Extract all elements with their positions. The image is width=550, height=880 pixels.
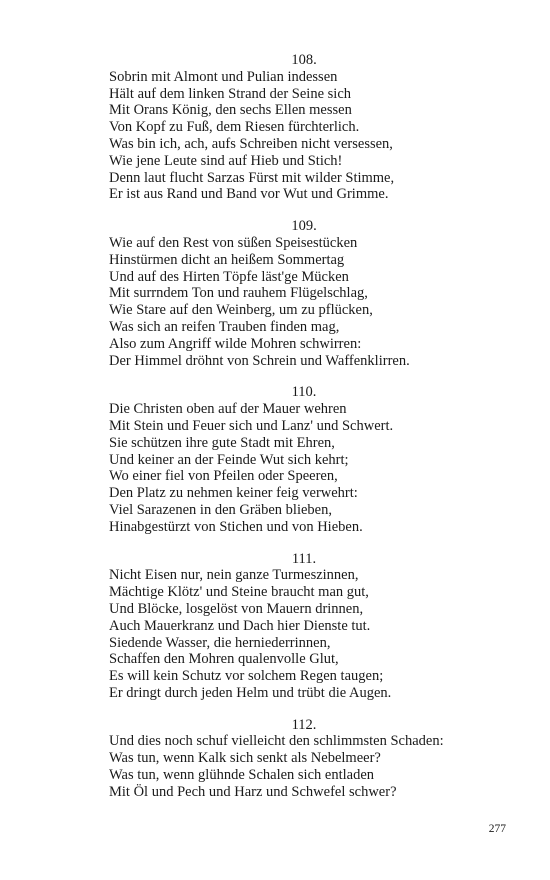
verse-line: Mit surrndem Ton und rauhem Flügelschlag,	[109, 285, 368, 302]
verse-line: Den Platz zu nehmen keiner feig verwehrt:	[109, 485, 358, 502]
verse-line: Er dringt durch jeden Helm und trübt die Augen.	[109, 684, 392, 701]
verse-line: Von Kopf zu Fuß, dem Riesen fürchterlich.	[109, 119, 360, 136]
verse-line: Hält auf dem linken Strand der Seine sich	[109, 85, 352, 102]
stanza-number: 112.	[291, 716, 317, 733]
stanza-number: 110.	[291, 384, 317, 401]
stanza	[109, 52, 509, 203]
verse-line: Der Himmel dröhnt von Schrein und Waffenklirren.	[109, 352, 410, 369]
verse-line: Es will kein Schutz vor solchem Regen taugen;	[109, 668, 384, 685]
verse-line: Und keiner an der Feinde Wut sich kehrt;	[109, 451, 349, 468]
verse-line: Was bin ich, ach, aufs Schreiben nicht versessen,	[109, 135, 393, 152]
verse-line: Sie schützen ihre gute Stadt mit Ehren,	[109, 434, 335, 451]
verse-line: Hinstürmen dicht an heißem Sommertag	[109, 251, 345, 268]
verse-line: Mit Orans König, den sechs Ellen messen	[109, 102, 352, 119]
stanza	[109, 218, 509, 369]
verse-line: Viel Sarazenen in den Gräben blieben,	[109, 501, 332, 518]
verse-line: Mit Stein und Feuer sich und Lanz' und Schwert.	[109, 417, 394, 434]
verse-line: Er ist aus Rand und Band vor Wut und Grimme.	[109, 186, 389, 203]
verse-line: Siedende Wasser, die herniederrinnen,	[109, 634, 331, 651]
verse-line: Die Christen oben auf der Mauer wehren	[109, 401, 347, 418]
verse-line: Und auf des Hirten Töpfe läst'ge Mücken	[109, 268, 349, 285]
stanza-number: 109.	[291, 218, 317, 235]
verse-line: Also zum Angriff wilde Mohren schwirren:	[109, 335, 362, 352]
verse-line: Wie Stare auf den Weinberg, um zu pflücken,	[109, 302, 373, 319]
verse-line: Hinabgestürzt von Stichen und von Hieben.	[109, 518, 363, 535]
verse-line: Nicht Eisen nur, nein ganze Turmeszinnen,	[109, 567, 359, 584]
stanza	[109, 384, 509, 535]
stanza	[109, 551, 509, 702]
verse-line: Was tun, wenn glühnde Schalen sich entladen	[109, 767, 375, 784]
verse-line: Mit Öl und Pech und Harz und Schwefel schwer?	[109, 783, 397, 800]
verse-line: Denn laut flucht Sarzas Fürst mit wilder Stimme,	[109, 169, 395, 186]
verse-line: Auch Mauerkranz und Dach hier Dienste tut.	[109, 617, 371, 634]
stanza	[109, 717, 509, 801]
verse-line: Was tun, wenn Kalk sich senkt als Nebelmeer?	[109, 750, 381, 767]
verse-line: Wie jene Leute sind auf Hieb und Stich!	[109, 152, 343, 169]
verse-line: Mächtige Klötz' und Steine braucht man gut,	[109, 584, 369, 601]
stanza-number: 111.	[291, 550, 317, 567]
verse-line: Sobrin mit Almont und Pulian indessen	[109, 68, 338, 85]
poem-body	[109, 52, 509, 816]
verse-line: Wie auf den Rest von süßen Speisestücken	[109, 234, 358, 251]
verse-line: Was sich an reifen Trauben finden mag,	[109, 318, 340, 335]
verse-line: Und dies noch schuf vielleicht den schlimmsten Schaden:	[109, 733, 444, 750]
page-number: 277	[488, 823, 506, 835]
verse-line: Wo einer fiel von Pfeilen oder Speeren,	[109, 468, 338, 485]
verse-line: Und Blöcke, losgelöst von Mauern drinnen,	[109, 600, 364, 617]
verse-line: Schaffen den Mohren qualenvolle Glut,	[109, 651, 339, 668]
stanza-number: 108.	[291, 52, 317, 68]
